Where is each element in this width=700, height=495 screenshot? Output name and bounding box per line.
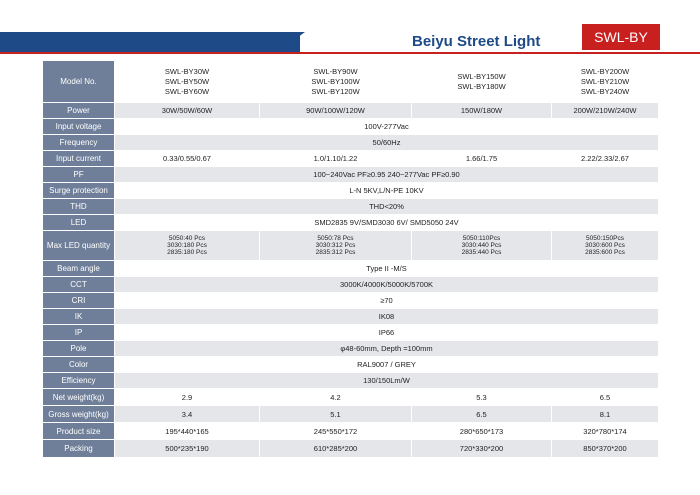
spec-cell: 3.4 [115, 406, 260, 423]
row-label: Color [43, 357, 115, 373]
spec-cell: 100~240Vac PF≥0.95 240~277Vac PF≥0.90 [115, 167, 659, 183]
spec-cell: 500*235*190 [115, 440, 260, 458]
row-label: Input current [43, 151, 115, 167]
row-cri [43, 293, 659, 309]
row-net-weight [43, 389, 659, 406]
spec-cell: 280*650*173 [412, 423, 552, 440]
row-cct [43, 277, 659, 293]
model-cell: SWL-BY150W SWL-BY180W [412, 61, 552, 103]
spec-cell: 200W/210W/240W [552, 103, 659, 119]
row-label: THD [43, 199, 115, 215]
spec-cell: 6.5 [412, 406, 552, 423]
model-series-badge: SWL-BY [582, 24, 660, 50]
row-label: LED [43, 215, 115, 231]
row-label: Efficiency [43, 373, 115, 389]
row-color [43, 357, 659, 373]
brand-title: Beiyu Street Light [412, 33, 541, 50]
led-qty-cell: 5050:78 Pcs 3030:312 Pcs 2835:312 Pcs [260, 231, 412, 261]
spec-cell: 0.33/0.55/0.67 [115, 151, 260, 167]
row-pf [43, 167, 659, 183]
spec-cell: 1.66/1.75 [412, 151, 552, 167]
spec-cell: THD<20% [115, 199, 659, 215]
row-input-current [43, 151, 659, 167]
spec-cell: 320*780*174 [552, 423, 659, 440]
row-label: IP [43, 325, 115, 341]
row-label: Power [43, 103, 115, 119]
spec-cell: 150W/180W [412, 103, 552, 119]
row-label: CRI [43, 293, 115, 309]
row-pole [43, 341, 659, 357]
spec-cell: L-N 5KV,L/N-PE 10KV [115, 183, 659, 199]
row-model [43, 61, 659, 103]
row-ip [43, 325, 659, 341]
spec-cell: 1.0/1.10/1.22 [260, 151, 412, 167]
led-qty-cell: 5050:40 Pcs 3030:180 Pcs 2835:180 Pcs [115, 231, 260, 261]
spec-cell: 5.3 [412, 389, 552, 406]
spec-cell: 100V-277Vac [115, 119, 659, 135]
spec-table [42, 60, 659, 458]
row-gross-weight [43, 406, 659, 423]
row-ik [43, 309, 659, 325]
row-frequency [43, 135, 659, 151]
row-beam-angle [43, 261, 659, 277]
spec-cell: 5.1 [260, 406, 412, 423]
row-label: Packing [43, 440, 115, 458]
row-label: CCT [43, 277, 115, 293]
row-label: Pole [43, 341, 115, 357]
model-cell: SWL-BY200W SWL-BY210W SWL-BY240W [552, 61, 659, 103]
model-cell: SWL-BY90W SWL-BY100W SWL-BY120W [260, 61, 412, 103]
row-label: Gross weight(kg) [43, 406, 115, 423]
header-blue-band [0, 32, 300, 54]
spec-cell: RAL9007 / GREY [115, 357, 659, 373]
spec-cell: 90W/100W/120W [260, 103, 412, 119]
spec-cell: 720*330*200 [412, 440, 552, 458]
row-thd [43, 199, 659, 215]
header-red-rule [0, 52, 700, 54]
row-label: Beam angle [43, 261, 115, 277]
row-packing [43, 440, 659, 458]
spec-cell: 8.1 [552, 406, 659, 423]
spec-cell: 4.2 [260, 389, 412, 406]
spec-cell: φ48-60mm, Depth =100mm [115, 341, 659, 357]
row-label: Model No. [43, 61, 115, 103]
row-led [43, 215, 659, 231]
row-label: Frequency [43, 135, 115, 151]
spec-cell: 195*440*165 [115, 423, 260, 440]
row-label: Net weight(kg) [43, 389, 115, 406]
spec-cell: 2.9 [115, 389, 260, 406]
row-label: Input voltage [43, 119, 115, 135]
row-max-led [43, 231, 659, 261]
spec-cell: SMD2835 9V/SMD3030 6V/ SMD5050 24V [115, 215, 659, 231]
header-band-slant [275, 32, 305, 54]
spec-cell: IK08 [115, 309, 659, 325]
spec-cell: Type II -M/S [115, 261, 659, 277]
spec-cell: 3000K/4000K/5000K/5700K [115, 277, 659, 293]
spec-cell: IP66 [115, 325, 659, 341]
row-label: PF [43, 167, 115, 183]
spec-cell: 245*550*172 [260, 423, 412, 440]
spec-cell: 6.5 [552, 389, 659, 406]
spec-cell: 30W/50W/60W [115, 103, 260, 119]
row-surge [43, 183, 659, 199]
row-power [43, 103, 659, 119]
spec-cell: 610*285*200 [260, 440, 412, 458]
led-qty-cell: 5050:110Pcs 3030:440 Pcs 2835:440 Pcs [412, 231, 552, 261]
row-product-size [43, 423, 659, 440]
row-label: Surge protection [43, 183, 115, 199]
spec-cell: 2.22/2.33/2.67 [552, 151, 659, 167]
spec-cell: 130/150Lm/W [115, 373, 659, 389]
row-label: IK [43, 309, 115, 325]
spec-cell: 50/60Hz [115, 135, 659, 151]
row-label: Max LED quantity [43, 231, 115, 261]
row-efficiency [43, 373, 659, 389]
model-cell: SWL-BY30W SWL-BY50W SWL-BY60W [115, 61, 260, 103]
row-input-voltage [43, 119, 659, 135]
spec-cell: 850*370*200 [552, 440, 659, 458]
led-qty-cell: 5050:150Pcs 3030:600 Pcs 2835:600 Pcs [552, 231, 659, 261]
row-label: Product size [43, 423, 115, 440]
spec-cell: ≥70 [115, 293, 659, 309]
